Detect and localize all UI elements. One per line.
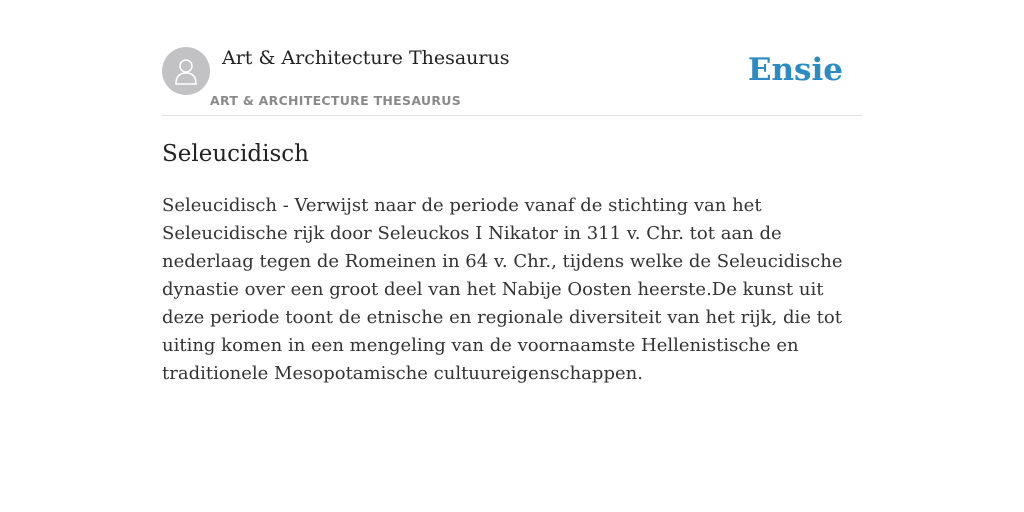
ensie-logo[interactable]: Ensie bbox=[747, 52, 843, 88]
page-title: Seleucidisch bbox=[162, 141, 309, 167]
avatar[interactable] bbox=[162, 47, 210, 95]
header bbox=[162, 0, 862, 116]
site-title[interactable]: Art & Architecture Thesaurus bbox=[222, 47, 510, 69]
article-body: Seleucidisch - Verwijst naar de periode vanaf de stichting van het Seleucidische rijk door Seleuckos I Nikator in 311 v. Chr. tot aan de nederlaag tegen de Romeinen in 64 v. Chr., tijdens welke de Seleucidische dynastie over een groot deel van het Nabije Oosten heerste.De kunst uit deze periode toont de etnische en regionale diversiteit van het rijk, die tot uiting komen in een mengeling van de voornaamste Hellenistische en traditionele Mesopotamische cultuureigenschappen. bbox=[162, 195, 843, 384]
site-subtitle[interactable]: ART & ARCHITECTURE THESAURUS bbox=[210, 93, 462, 108]
user-icon bbox=[174, 57, 198, 85]
content-card bbox=[162, 0, 862, 512]
